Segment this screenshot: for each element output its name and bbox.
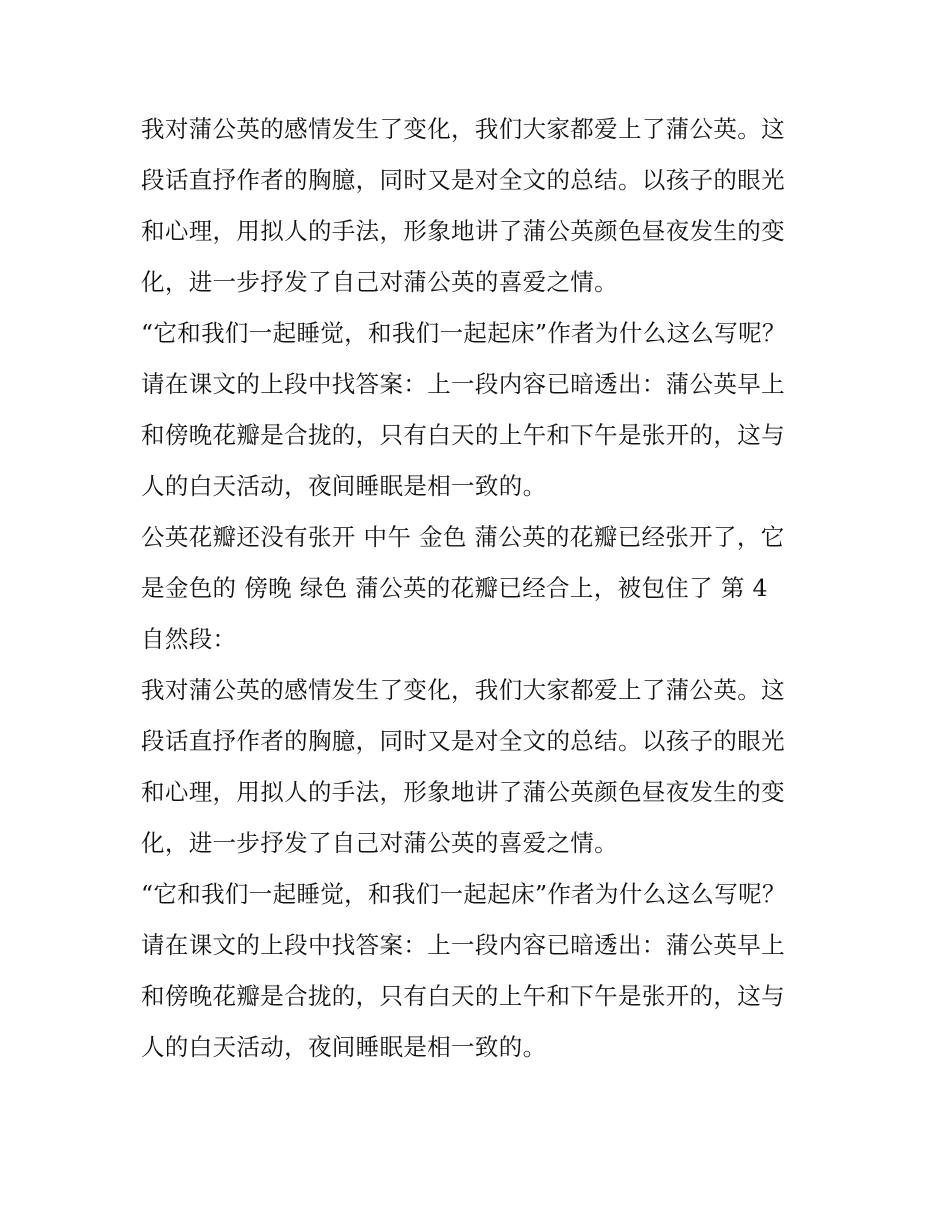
text-line: 和心理，用拟人的手法，形象地讲了蒲公英颜色昼夜发生的变 <box>141 778 785 806</box>
text-line: 人的白天活动，夜间睡眠是相一致的。 <box>141 472 547 500</box>
text-line: “它和我们一起睡觉，和我们一起起床”作者为什么这么写呢？ <box>141 319 786 347</box>
text-line: 和傍晚花瓣是合拢的，只有白天的上午和下午是张开的，这与 <box>141 421 785 449</box>
text-line: 我对蒲公英的感情发生了变化，我们大家都爱上了蒲公英。这 <box>141 115 785 143</box>
text-line: 人的白天活动，夜间睡眠是相一致的。 <box>141 1033 547 1061</box>
text-line: 请在课文的上段中找答案：上一段内容已暗透出：蒲公英早上 <box>141 370 785 398</box>
text-line: 公英花瓣还没有张开 中午 金色 蒲公英的花瓣已经张开了，它 <box>141 523 785 551</box>
text-line: 我对蒲公英的感情发生了变化，我们大家都爱上了蒲公英。这 <box>141 676 785 704</box>
text-line: 段话直抒作者的胸臆，同时又是对全文的总结。以孩子的眼光 <box>141 727 785 755</box>
text-line: 化，进一步抒发了自己对蒲公英的喜爱之情。 <box>141 829 618 857</box>
document-body <box>141 104 821 1073</box>
text-line: 是金色的 傍晚 绿色 蒲公英的花瓣已经合上，被包住了 第 4 <box>141 574 768 602</box>
text-line: 和心理，用拟人的手法，形象地讲了蒲公英颜色昼夜发生的变 <box>141 217 785 245</box>
text-line: 段话直抒作者的胸臆，同时又是对全文的总结。以孩子的眼光 <box>141 166 785 194</box>
text-line: 和傍晚花瓣是合拢的，只有白天的上午和下午是张开的，这与 <box>141 982 785 1010</box>
text-line: 自然段： <box>141 625 237 653</box>
text-line: 化，进一步抒发了自己对蒲公英的喜爱之情。 <box>141 268 618 296</box>
text-line: 请在课文的上段中找答案：上一段内容已暗透出：蒲公英早上 <box>141 931 785 959</box>
text-line: “它和我们一起睡觉，和我们一起起床”作者为什么这么写呢？ <box>141 880 786 908</box>
